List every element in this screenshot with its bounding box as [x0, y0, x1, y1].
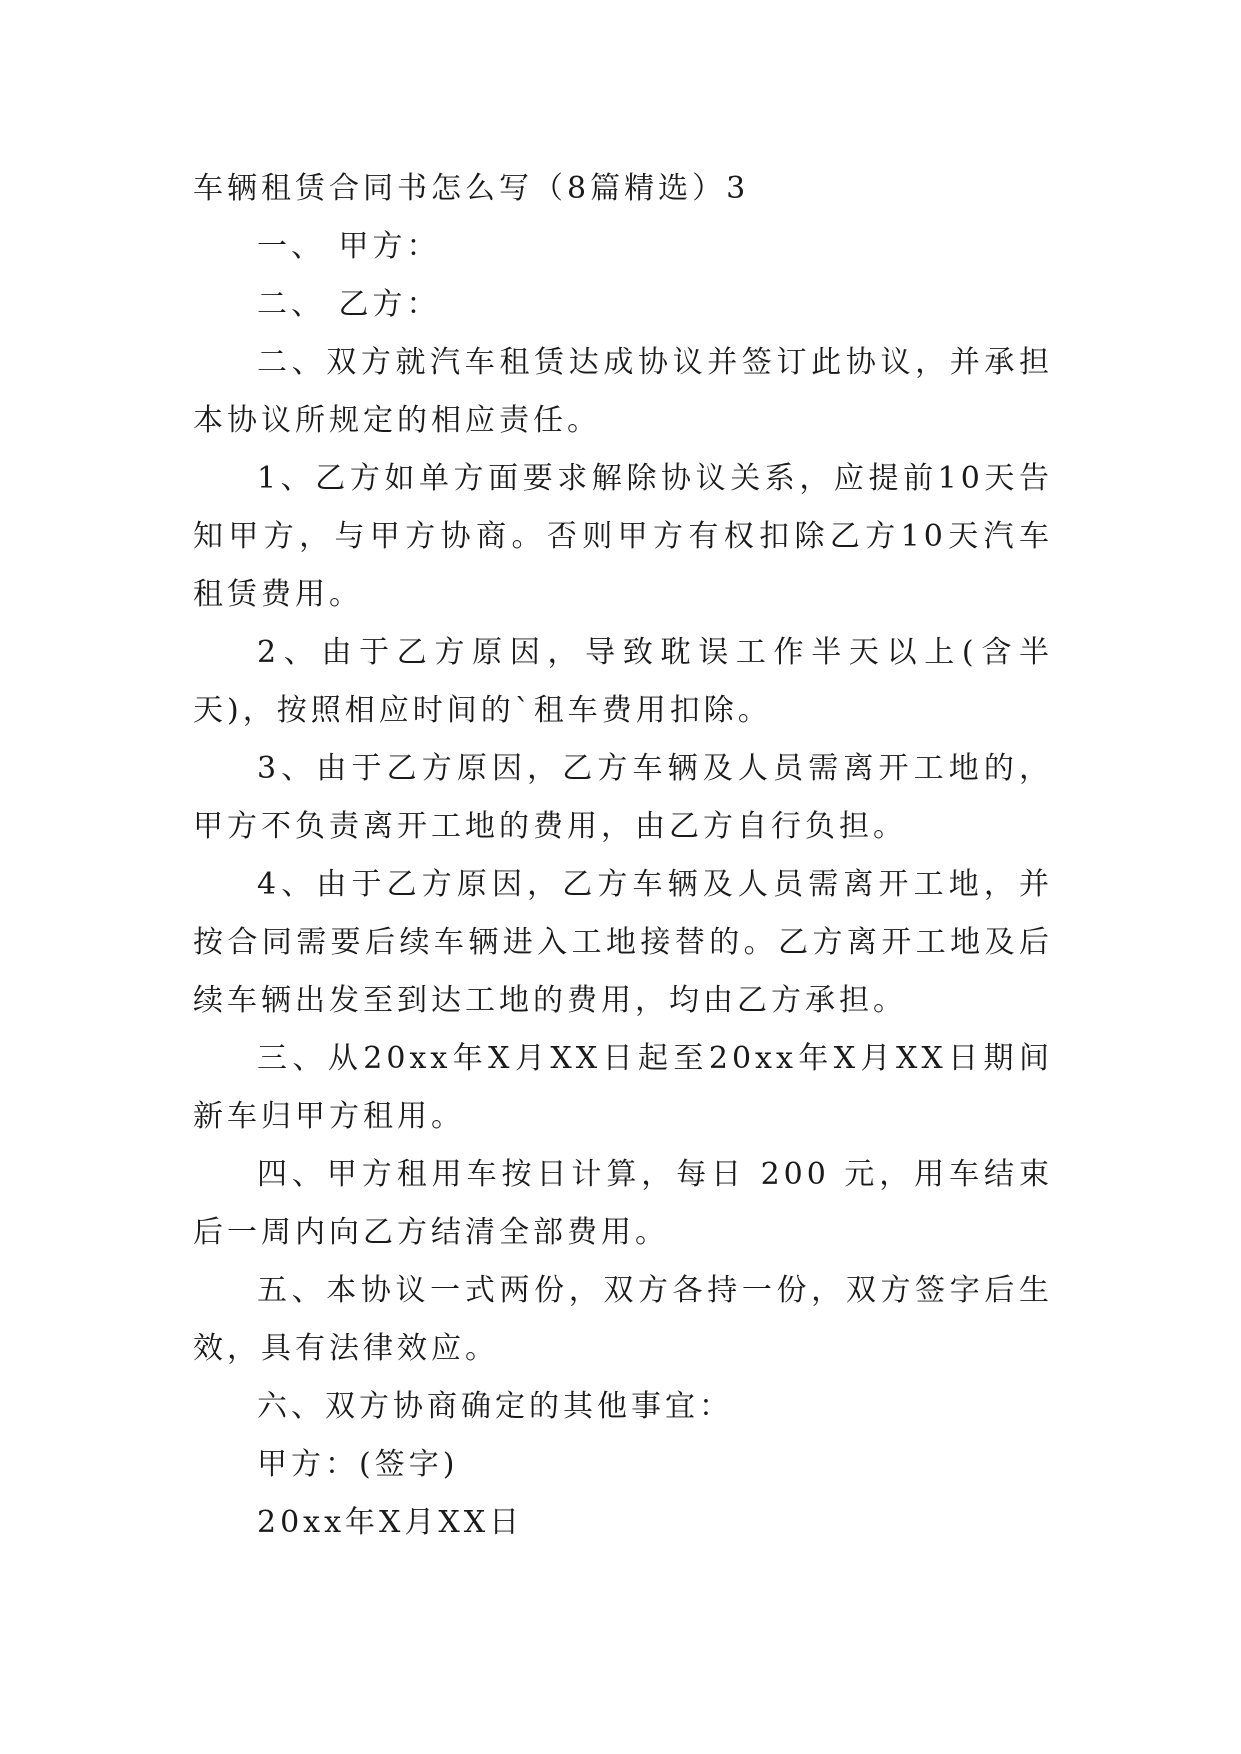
party-a-line: 一、 甲方：: [257, 229, 441, 264]
agreement-clause: 二、双方就汽车租赁达成协议并签订此协议，并承担本协议所规定的相应责任。: [193, 345, 1053, 438]
rental-period-clause: 三、从20xx年X月XX日起至20xx年X月XX日期间新车归甲方租用。: [193, 1041, 1053, 1134]
payment-clause: 四、甲方租用车按日计算，每日 200 元，用车结束后一周内向乙方结清全部费用。: [193, 1157, 1053, 1250]
clause-2: 2、由于乙方原因，导致耽误工作半天以上(含半天)，按照相应时间的`租车费用扣除。: [193, 635, 1053, 728]
signature-line: 甲方：(签字): [257, 1447, 459, 1482]
document-title: 车辆租赁合同书怎么写（8篇精选）3: [193, 171, 750, 206]
document-body: [193, 160, 1053, 1552]
other-matters-clause: 六、双方协商确定的其他事宜：: [257, 1389, 733, 1424]
clause-1: 1、乙方如单方面要求解除协议关系，应提前10天告知甲方，与甲方协商。否则甲方有权扣除乙方10天汽车租赁费用。: [193, 461, 1053, 612]
date-line: 20xx年X月XX日: [257, 1505, 524, 1540]
copies-clause: 五、本协议一式两份，双方各持一份，双方签字后生效，具有法律效应。: [193, 1273, 1053, 1366]
clause-3: 3、由于乙方原因，乙方车辆及人员需离开工地的，甲方不负责离开工地的费用，由乙方自行负担。: [193, 751, 1053, 844]
clause-4: 4、由于乙方原因，乙方车辆及人员需离开工地，并按合同需要后续车辆进入工地接替的。乙方离开工地及后续车辆出发至到达工地的费用，均由乙方承担。: [193, 867, 1053, 1018]
party-b-line: 二、 乙方：: [257, 287, 441, 322]
